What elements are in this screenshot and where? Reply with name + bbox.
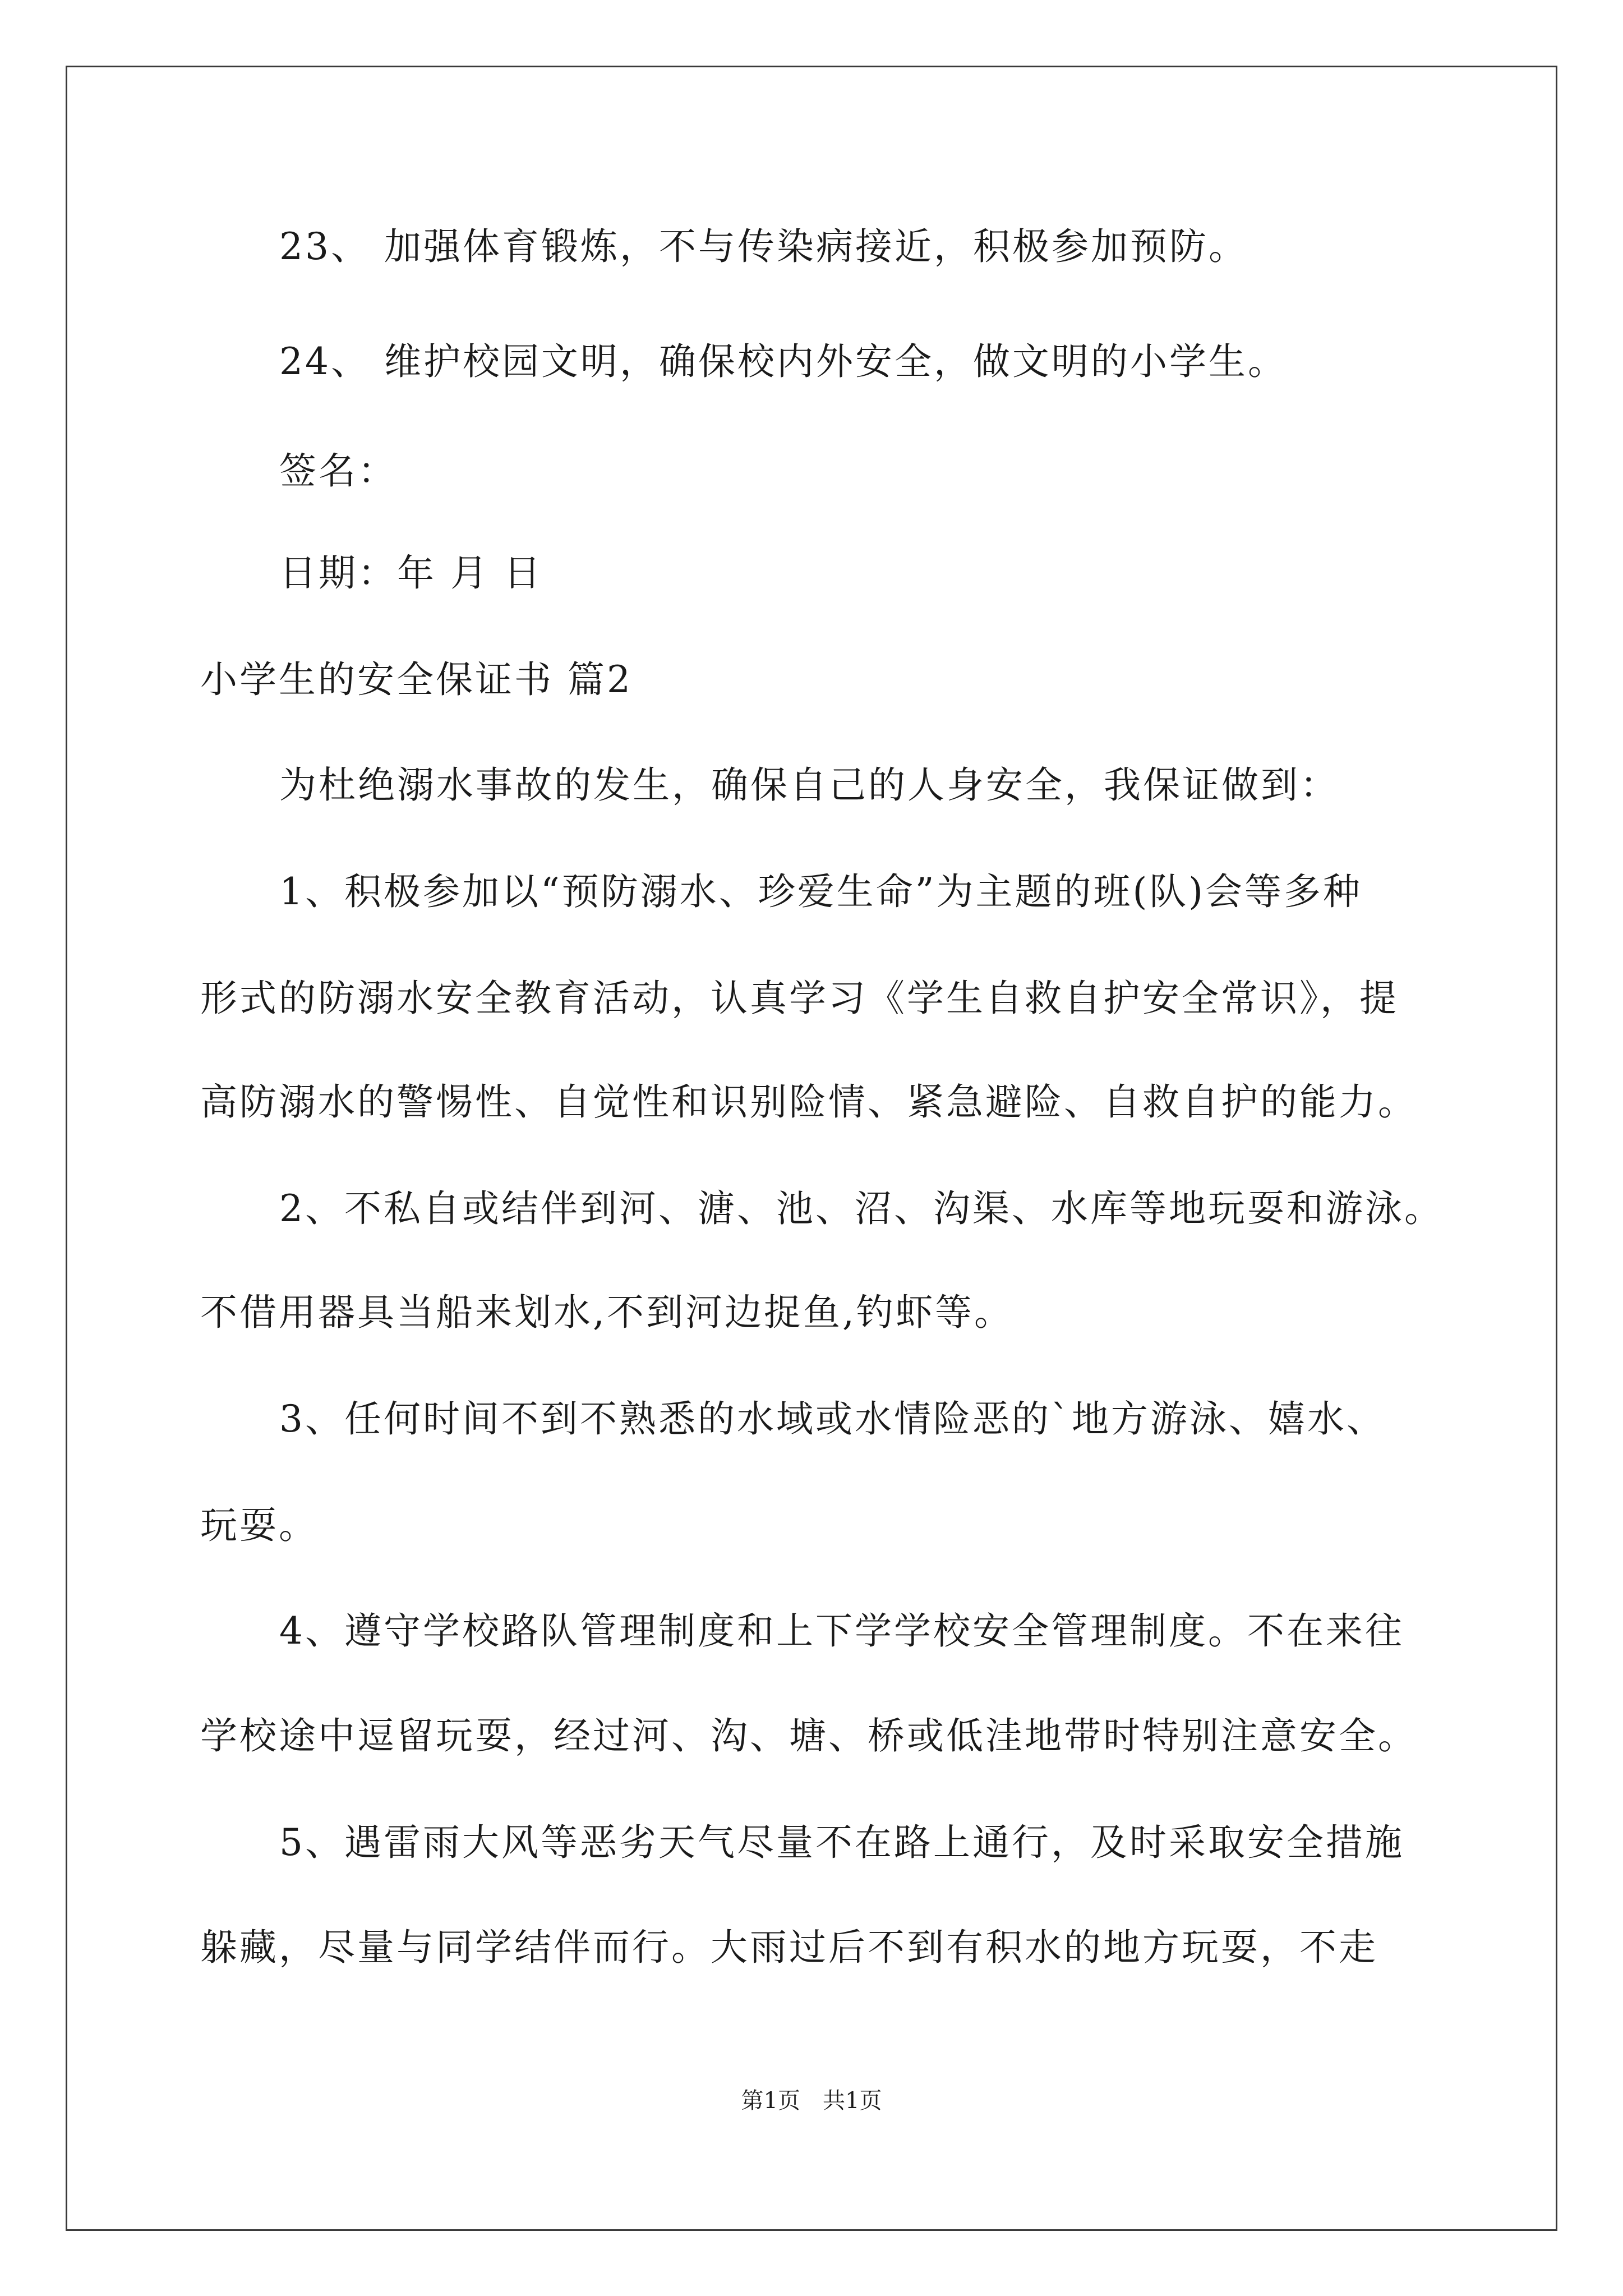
page-number: 第1页 [741, 2088, 800, 2114]
text-line-item-2a: 2、不私自或结伴到河、溏、池、沼、沟渠、水库等地玩耍和游泳。 [279, 1187, 1444, 1230]
text-line-item-1c: 高防溺水的警惕性、自觉性和识别险情、紧急避险、自救自护的能力。 [200, 1080, 1417, 1124]
signature-label: 签名： [279, 449, 397, 493]
text-line-item-1a: 1、积极参加以“预防溺水、珍爱生命”为主题的班(队)会等多种 [279, 870, 1362, 913]
date-label: 日期：年 月 日 [279, 551, 543, 595]
text-line-item-5b: 躲藏，尽量与同学结伴而行。大雨过后不到有积水的地方玩耍，不走 [200, 1926, 1378, 1969]
page-footer [0, 2087, 1623, 2115]
text-line-item-24: 24、 维护校园文明，确保校内外安全，做文明的小学生。 [279, 340, 1287, 383]
text-line-item-4a: 4、遵守学校路队管理制度和上下学学校安全管理制度。不在来往 [279, 1609, 1404, 1653]
text-line-item-1b: 形式的防溺水安全教育活动，认真学习《学生自救自护安全常识》，提 [200, 977, 1399, 1020]
text-line-item-5a: 5、遇雷雨大风等恶劣天气尽量不在路上通行，及时采取安全措施 [279, 1821, 1404, 1864]
page-border [66, 66, 1557, 2231]
text-line-intro: 为杜绝溺水事故的发生，确保自己的人身安全，我保证做到： [279, 763, 1339, 807]
text-line-item-2b: 不借用器具当船来划水,不到河边捉鱼,钓虾等。 [200, 1291, 1013, 1334]
page-count: 共1页 [823, 2088, 882, 2114]
text-line-item-3a: 3、任何时间不到不熟悉的水域或水情险恶的`地方游泳、嬉水、 [279, 1397, 1386, 1441]
text-line-item-4b: 学校途中逗留玩耍，经过河、沟、塘、桥或低洼地带时特别注意安全。 [200, 1714, 1417, 1757]
text-line-item-3b: 玩耍。 [200, 1504, 318, 1547]
text-line-item-23: 23、 加强体育锻炼，不与传染病接近，积极参加预防。 [279, 225, 1248, 268]
section-title: 小学生的安全保证书 篇2 [200, 658, 633, 701]
